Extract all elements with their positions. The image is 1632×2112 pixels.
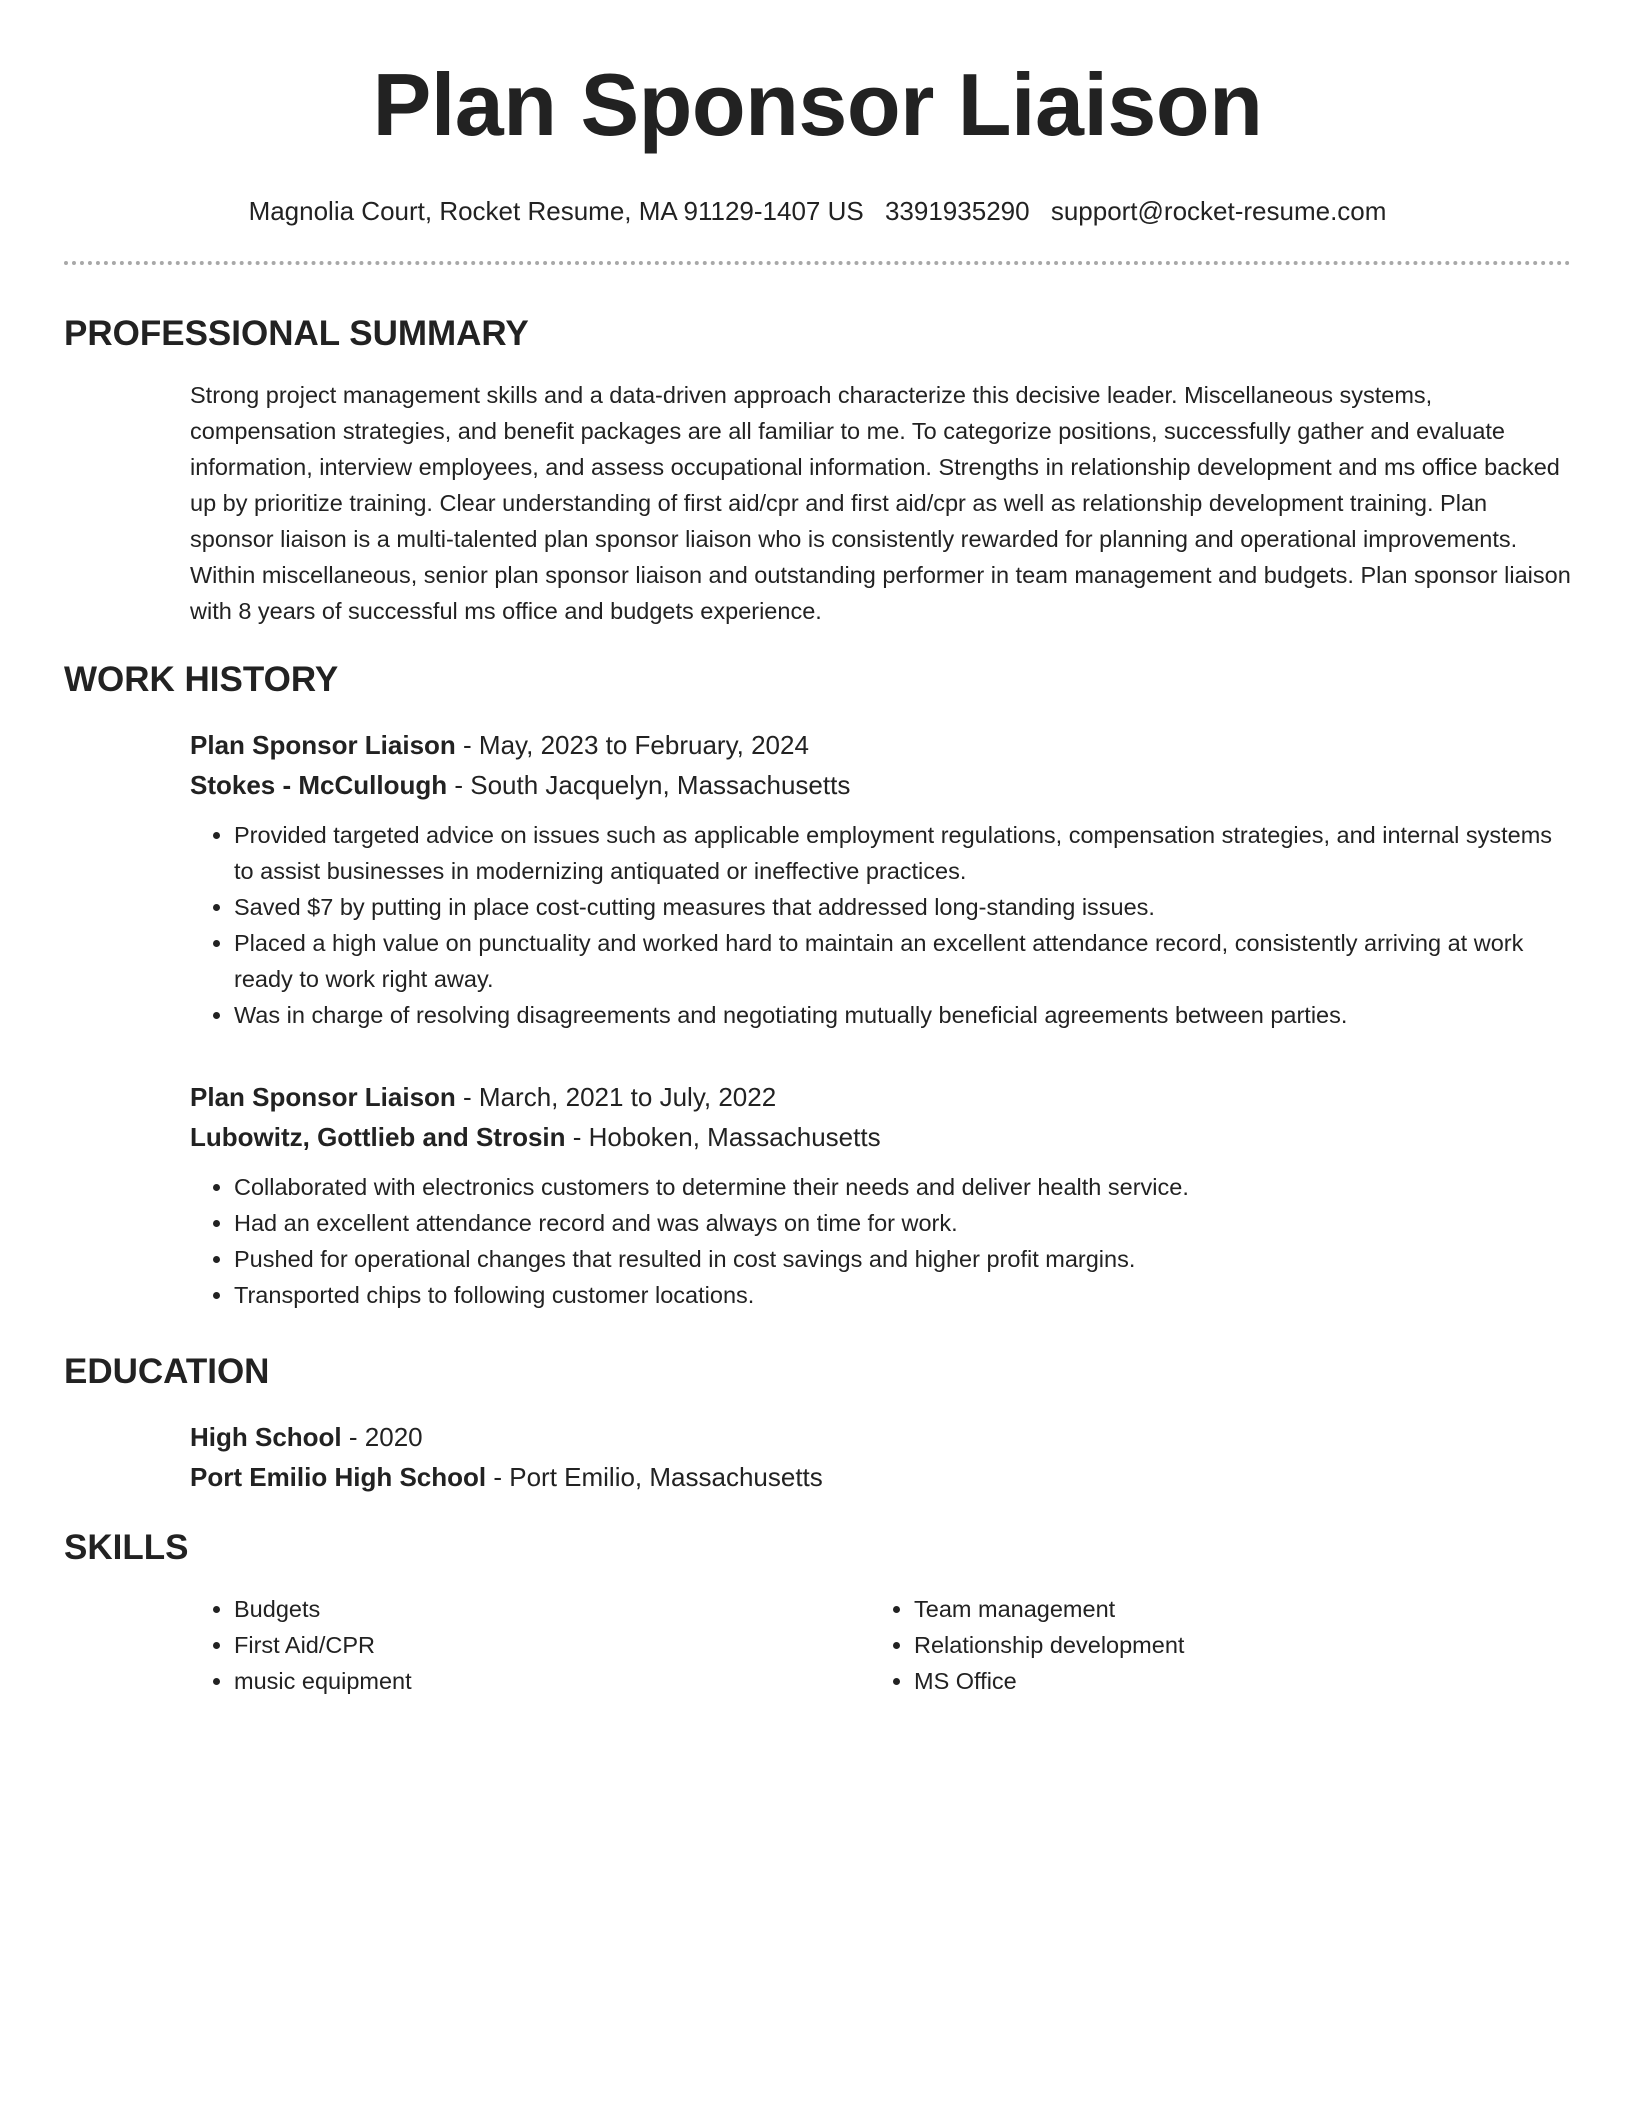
- job-dates: - March, 2021 to July, 2022: [455, 1082, 777, 1112]
- education-degree-line: [190, 1417, 1571, 1457]
- education-year: - 2020: [341, 1422, 423, 1452]
- job-bullet: • Transported chips to following customer locations.: [234, 1277, 1571, 1313]
- job-bullet: • Was in charge of resolving disagreements and negotiating mutually beneficial agreements between parties.: [234, 997, 1571, 1033]
- job-bullet: • Had an excellent attendance record and was always on time for work.: [234, 1205, 1571, 1241]
- skills-list: [190, 1591, 870, 1699]
- skills-list: [870, 1591, 1550, 1699]
- job-bullets: [190, 1169, 1571, 1313]
- job-bullet: • Saved $7 by putting in place cost-cutting measures that addressed long-standing issues.: [234, 889, 1571, 925]
- skill-item: • MS Office: [914, 1663, 1550, 1699]
- job-location: - South Jacquelyn, Massachusetts: [447, 770, 851, 800]
- contact-email: support@rocket-resume.com: [1050, 196, 1387, 226]
- job-role: Plan Sponsor Liaison: [190, 730, 456, 760]
- contact-address: Magnolia Court, Rocket Resume, MA 91129-1407 US: [248, 196, 864, 226]
- education-entry: [190, 1417, 1571, 1497]
- candidate-name: Plan Sponsor Liaison: [372, 55, 1263, 154]
- summary-heading: PROFESSIONAL SUMMARY: [64, 314, 529, 353]
- job-company: Stokes - McCullough: [190, 770, 448, 800]
- skills-column-left: [190, 1591, 870, 1699]
- work-history-heading: WORK HISTORY: [64, 660, 339, 699]
- education-heading: EDUCATION: [64, 1352, 270, 1391]
- skill-item: • music equipment: [234, 1663, 870, 1699]
- job-location: - Hoboken, Massachusetts: [565, 1122, 881, 1152]
- skills-column-right: [870, 1591, 1550, 1699]
- job-bullet: • Placed a high value on punctuality and worked hard to maintain an excellent attendance record, consistently arriving at work ready to work right away.: [234, 925, 1571, 997]
- job-dates: - May, 2023 to February, 2024: [455, 730, 809, 760]
- skill-item: • Relationship development: [914, 1627, 1550, 1663]
- resume-page: [64, 0, 1571, 1699]
- contact-line: [64, 194, 1571, 228]
- job-bullet: • Provided targeted advice on issues such as applicable employment regulations, compensation strategies, and internal systems to assist businesses in modernizing antiquated or ineffective practices.: [234, 817, 1571, 889]
- summary-text: Strong project management skills and a data-driven approach characterize this decisive leader. Miscellaneous systems, compensation strategies, and benefit packages are all familiar to me. To categorize positions, successfully gather and evaluate information, interview employees, and assess occupational information. Strengths in relationship development and ms office backed up by prioritize training. Clear understanding of first aid/cpr and first aid/cpr as well as relationship development training. Plan sponsor liaison is a multi-talented plan sponsor liaison who is consistently rewarded for planning and operational improvements. Within miscellaneous, senior plan sponsor liaison and outstanding performer in team management and budgets. Plan sponsor liaison with 8 years of successful ms office and budgets experience.: [190, 382, 1571, 624]
- job-title-line: [190, 725, 1571, 765]
- skill-item: • Team management: [914, 1591, 1550, 1627]
- job-bullet: • Pushed for operational changes that resulted in cost savings and higher profit margins.: [234, 1241, 1571, 1277]
- job-title-line: [190, 1077, 1571, 1117]
- job-bullet: • Collaborated with electronics customers to determine their needs and deliver health service.: [234, 1169, 1571, 1205]
- contact-phone: 3391935290: [884, 196, 1030, 226]
- job-company-line: [190, 1117, 1571, 1157]
- job-entry: [190, 1077, 1571, 1313]
- job-entry: [190, 725, 1571, 1033]
- job-company: Lubowitz, Gottlieb and Strosin: [190, 1122, 566, 1152]
- job-bullets: [190, 817, 1571, 1033]
- education-degree: High School: [190, 1422, 342, 1452]
- education-school: Port Emilio High School: [190, 1462, 487, 1492]
- skill-item: • Budgets: [234, 1591, 870, 1627]
- education-location: - Port Emilio, Massachusetts: [486, 1462, 823, 1492]
- skills-grid: [190, 1591, 1571, 1699]
- job-role: Plan Sponsor Liaison: [190, 1082, 456, 1112]
- skills-heading: SKILLS: [64, 1528, 189, 1567]
- header-divider: [64, 261, 1571, 265]
- education-school-line: [190, 1457, 1571, 1497]
- skill-item: • First Aid/CPR: [234, 1627, 870, 1663]
- job-company-line: [190, 765, 1571, 805]
